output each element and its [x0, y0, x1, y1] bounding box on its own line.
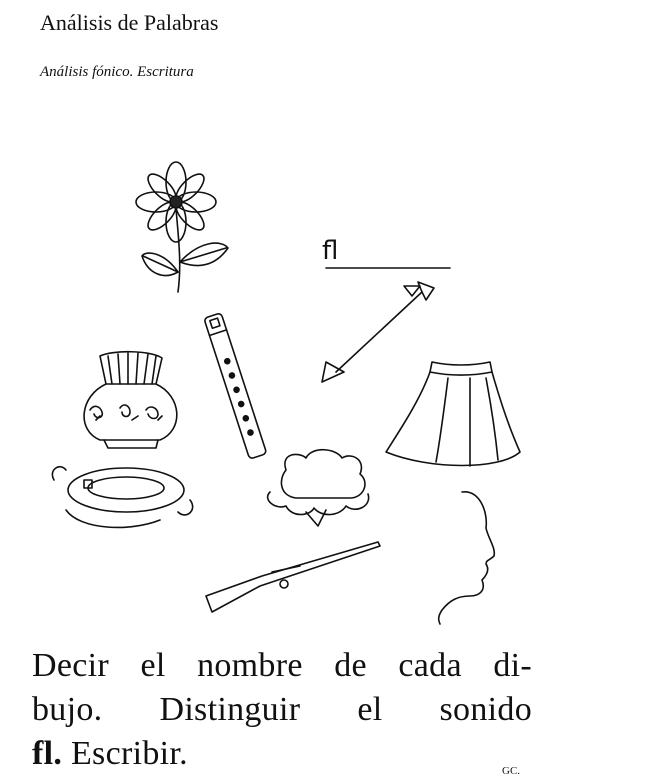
vase-icon — [84, 352, 177, 448]
face-profile-icon — [439, 492, 495, 624]
skirt-icon — [386, 362, 520, 466]
flan-icon — [268, 450, 369, 526]
instruction-bold-fl: fl. — [32, 735, 63, 772]
instruction-line-3-rest: Escribir. — [62, 735, 188, 772]
flute-icon — [204, 313, 267, 459]
fl-prompt — [322, 236, 442, 266]
page-subtitle: Análisis fónico. Escritura — [40, 64, 194, 80]
fl-letters: fl — [322, 236, 339, 266]
instruction-line-3 — [32, 732, 532, 776]
author-initials: GC. — [502, 765, 521, 777]
arrow-icon — [322, 282, 434, 382]
life-ring-icon — [52, 467, 192, 528]
flower-icon — [136, 162, 228, 292]
instructions — [32, 644, 532, 776]
instruction-line-2: bujo. Distinguir el sonido — [32, 691, 532, 728]
page-title: Análisis de Palabras — [40, 10, 219, 35]
instruction-line-1: Decir el nombre de cada di- — [32, 647, 532, 684]
rifle-icon — [206, 542, 380, 612]
